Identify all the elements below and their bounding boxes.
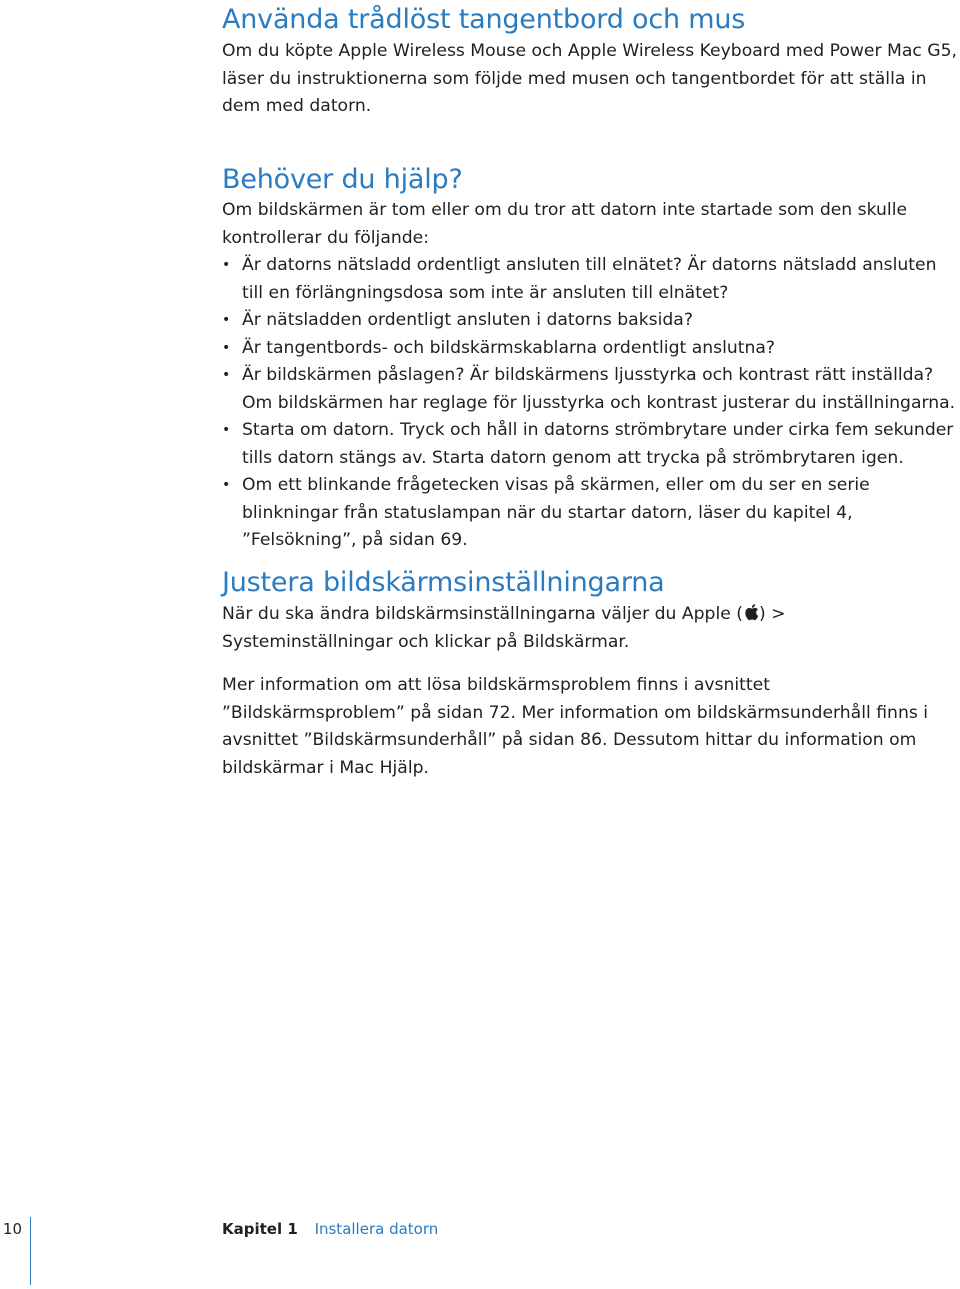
list-item-text: Om ett blinkande frågetecken visas på skärmen, eller om du ser en serie blinkningar från statuslampan när du startar datorn, läser du kapitel 4, ”Felsökning”, på sidan 69.	[242, 475, 870, 550]
section-title-wireless: Använda trådlöst tangentbord och mus	[222, 4, 746, 35]
chapter-title: Installera datorn	[314, 1220, 439, 1238]
bullet-glyph: •	[222, 477, 231, 493]
bullet-glyph: •	[222, 367, 231, 383]
bullet-glyph: •	[222, 422, 231, 438]
page-number: 10	[2, 1220, 22, 1238]
list-item	[222, 472, 957, 555]
chapter-label: Kapitel 1	[222, 1220, 298, 1238]
section-title-help: Behöver du hjälp?	[222, 164, 463, 195]
footer-rule	[30, 1217, 31, 1285]
list-item	[222, 335, 957, 363]
chapter-footer	[222, 1219, 438, 1239]
list-item	[222, 417, 957, 472]
list-item-text: Är bildskärmen påslagen? Är bildskärmens ljusstyrka och kontrast rätt inställda? Om bildskärmen har reglage för ljusstyrka och kontrast justerar du inställningarna.	[242, 365, 956, 413]
list-item	[222, 252, 957, 307]
section-body-display-1	[222, 601, 957, 656]
section-title-display: Justera bildskärmsinställningarna	[222, 567, 665, 598]
bullet-glyph: •	[222, 257, 231, 273]
bullet-glyph: •	[222, 312, 231, 328]
bullet-glyph: •	[222, 339, 231, 356]
section-body-wireless: Om du köpte Apple Wireless Mouse och Apple Wireless Keyboard med Power Mac G5, läser du instruktionerna som följde med musen och tangentbordet för att ställa in dem med datorn.	[222, 41, 957, 116]
troubleshooting-list	[222, 252, 957, 555]
section-intro-help: Om bildskärmen är tom eller om du tror att datorn inte startade som den skulle kontrollerar du följande:	[222, 200, 908, 248]
text-fragment: När du ska ändra bildskärmsinställningarna väljer du Apple (	[222, 604, 743, 624]
list-item-text: Är datorns nätsladd ordentligt ansluten till elnätet? Är datorns nätsladd ansluten till en förlängningsdosa som inte är ansluten till elnätet?	[242, 255, 937, 303]
list-item	[222, 362, 957, 417]
list-item-text: Starta om datorn. Tryck och håll in datorns strömbrytare under cirka fem sekunder tills datorn stängs av. Starta datorn genom att trycka på strömbrytaren igen.	[242, 420, 954, 468]
text-fragment: ) > Systeminställningar och klickar på Bildskärmar.	[222, 604, 786, 652]
list-item-text: Är tangentbords- och bildskärmskablarna ordentligt anslutna?	[242, 337, 776, 358]
apple-icon	[743, 603, 759, 621]
list-item	[222, 307, 957, 335]
section-body-display-2: Mer information om att lösa bildskärmsproblem finns i avsnittet ”Bildskärmsproblem” på sidan 72. Mer information om bildskärmsunderhåll finns i avsnittet ”Bildskärmsunderhåll” på sidan 86. Dessutom hittar du information om bildskärmar i Mac Hjälp.	[222, 675, 929, 778]
list-item-text: Är nätsladden ordentligt ansluten i datorns baksida?	[242, 310, 693, 330]
